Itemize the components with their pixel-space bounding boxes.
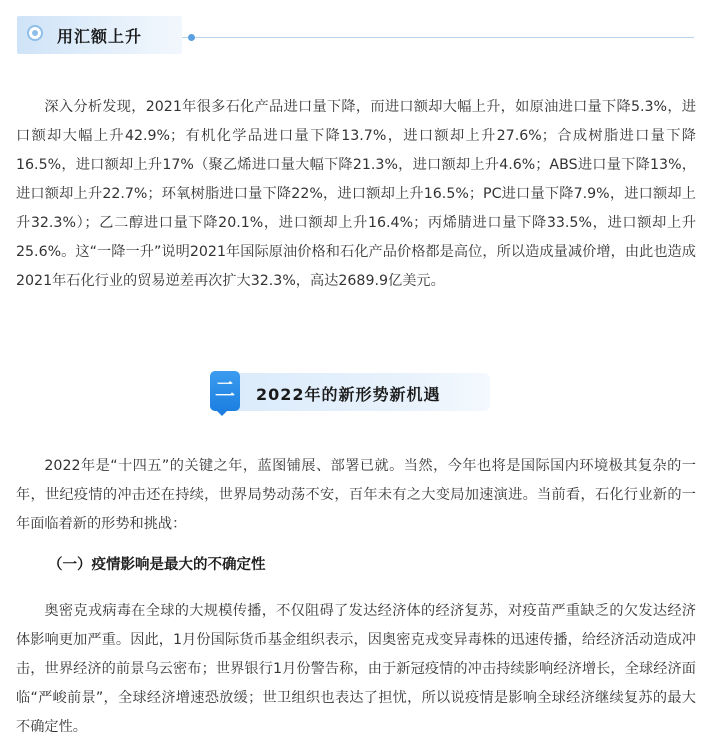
paragraph-import-analysis: 深入分析发现，2021年很多石化产品进口量下降，而进口额却大幅上升，如原油进口量下降5.3%，进口额却大幅上升42.9%；有机化学品进口量下降13.7%，进口额却上升27.6%；合成树脂进口量下降16.5%，进口额却上升17%（聚乙烯进口量大幅下降21.3%，进口额却上升4.6%；ABS进口量下降13%，进口额却上升22.7%；环氧树脂进口量下降22%，进口额却上升16.5%；PC进口量下降7.9%，进口额却上升32.3%）；乙二醇进口量下降20.1%，进口额却上升16.4%；丙烯腈进口量下降33.5%，进口额却上升25.6%。这“一降一升”说明2021年国际原油价格和石化产品价格都是高位，所以造成量减价增，由此也造成2021年石化行业的贸易逆差再次扩大32.3%，高达2689.9亿美元。 [16, 99, 696, 289]
paragraph-2022-outlook: 2022年是“十四五”的关键之年，蓝图铺展、部署已就。当然，今年也将是国际国内环境极其复杂的一年，世纪疫情的冲击还在持续，世界局势动荡不安，百年未有之大变局加速演进。当前看，石化行业新的一年面临着新的形势和挑战： [16, 458, 696, 532]
section-header-background [17, 16, 182, 54]
divider-line [182, 37, 694, 38]
divider-dot-icon [188, 34, 195, 41]
section-header-1 [17, 16, 697, 56]
section-title: 2022年的新形势新机遇 [256, 385, 441, 404]
section-header-2 [212, 373, 494, 413]
section-title: 用汇额上升 [57, 27, 143, 46]
paragraph-pandemic-impact: 奥密克戎病毒在全球的大规模传播，不仅阻碍了发达经济体的经济复苏，对疫苗严重缺乏的欠发达经济体影响更加严重。因此，1月份国际货币基金组织表示，因奥密克戎变异毒株的迅速传播，给经济活动造成冲击，世界经济的前景乌云密布；世界银行1月份警告称，由于新冠疫情的冲击持续影响经济增长，全球经济面临“严峻前景”，全球经济增速恐放缓；世卫组织也表达了担忧，所以说疫情是影响全球经济继续复苏的最大不确定性。 [16, 603, 696, 735]
subheading: （一）疫情影响是最大的不确定性 [48, 557, 266, 573]
circle-bullet-icon [27, 25, 43, 41]
section-number-badge: 二 [210, 371, 240, 411]
